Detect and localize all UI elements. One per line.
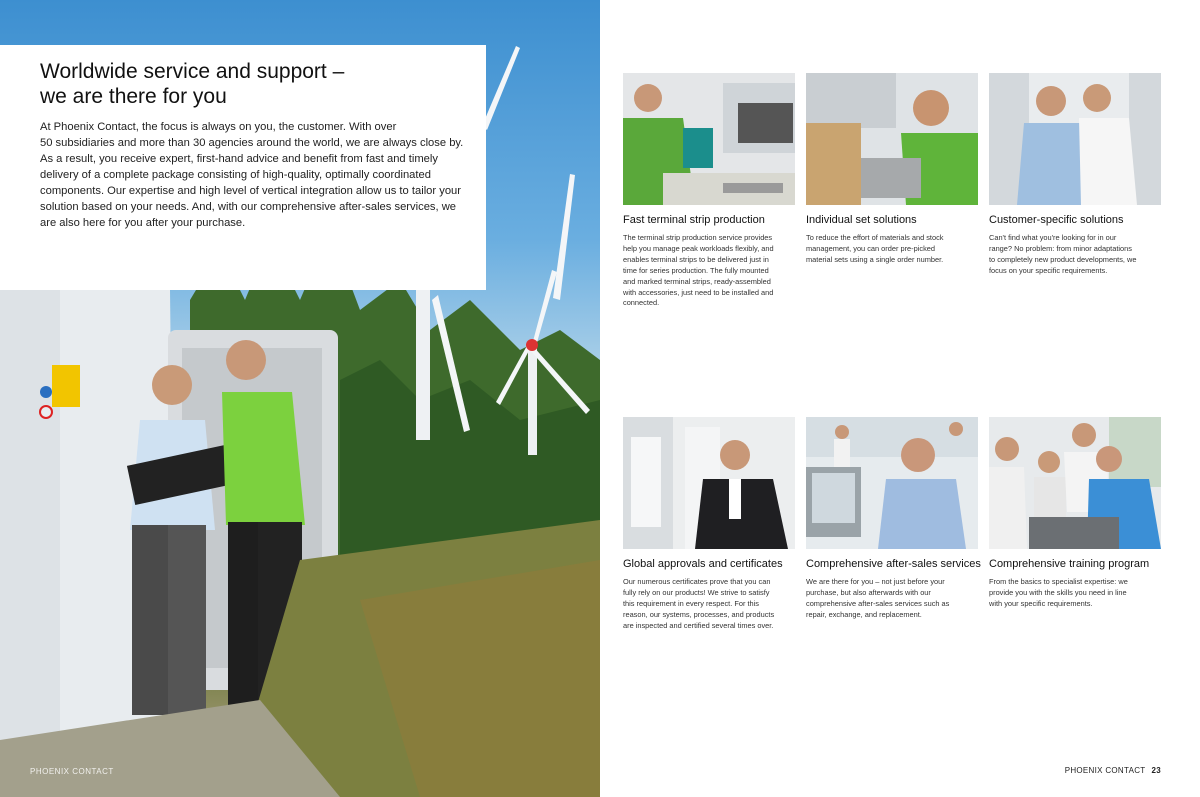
- intro-body-line: delivery of a complete package consisting of high-quality, optimally coordinated: [40, 169, 431, 181]
- photo-training-program: [989, 417, 1161, 549]
- card-after-sales: [806, 417, 981, 621]
- card-text-line: range? No problem: from minor adaptations: [989, 243, 1132, 253]
- card-global-approvals: [623, 417, 795, 632]
- card-text: [806, 233, 978, 266]
- card-text: [989, 233, 1161, 277]
- card-title: Customer-specific solutions: [989, 214, 1124, 226]
- card-text-line: From the basics to specialist expertise: we: [989, 577, 1128, 586]
- intro-body-line: At Phoenix Contact, the focus is always on you, the customer. With over: [40, 121, 397, 133]
- intro-body-line: are also here for you after your purchase.: [40, 217, 246, 229]
- footer-brand-left: PHOENIX CONTACT: [30, 767, 114, 776]
- photo-terminal-strip: [623, 73, 795, 205]
- card-text-line: to completely new product developments, we: [989, 254, 1137, 264]
- card-text: [623, 577, 795, 632]
- intro-title-line: Worldwide service and support –: [40, 60, 345, 83]
- card-text: [989, 577, 1161, 610]
- card-terminal-strip: [623, 73, 795, 309]
- footer-brand-right: PHOENIX CONTACT: [1064, 766, 1146, 775]
- card-text-line: provide you with the skills you need in line: [989, 587, 1127, 597]
- card-text-line: are inspected and certified several times over.: [623, 620, 774, 630]
- card-text-line: Our numerous certificates prove that you can: [623, 577, 771, 586]
- card-text-line: Can't find what you're looking for in our: [989, 233, 1117, 242]
- card-photo: [623, 417, 795, 549]
- card-text-line: time for series production. The fully mounted: [623, 265, 769, 275]
- intro-body: [40, 119, 466, 231]
- card-text-line: enables terminal strips to be delivered just in: [623, 254, 769, 264]
- intro-title: [40, 59, 466, 109]
- card-photo: [989, 73, 1161, 205]
- card-title: Comprehensive training program: [989, 558, 1150, 570]
- photo-global-approvals: [623, 417, 795, 549]
- intro-body-line: As a result, you receive expert, first-hand advice and benefit from fast and timely: [40, 153, 438, 165]
- card-text-line: comprehensive after-sales services such as: [806, 598, 950, 608]
- card-text-line: with accessories, just need to be installed and: [623, 287, 774, 297]
- card-title: Individual set solutions: [806, 214, 917, 226]
- card-text-line: connected.: [623, 298, 660, 308]
- intro-body-line: solution based on your needs. And, with our comprehensive after-sales services, we: [40, 201, 457, 213]
- card-text-line: and marked terminal strips, ready-assembled: [623, 276, 771, 286]
- photo-after-sales: [806, 417, 978, 549]
- card-text-line: The terminal strip production service provides: [623, 233, 773, 242]
- card-title: Global approvals and certificates: [623, 558, 783, 570]
- intro-box: [0, 45, 486, 290]
- card-text-line: We are there for you – not just before your: [806, 577, 945, 586]
- intro-body-line: 50 subsidiaries and more than 30 agencies around the world, we are always close by.: [40, 137, 464, 149]
- card-text-line: purchase, but also afterwards with our: [806, 587, 931, 597]
- photo-set-solutions: [806, 73, 978, 205]
- card-text-line: focus on your specific requirements.: [989, 265, 1108, 275]
- card-set-solutions: [806, 73, 978, 266]
- card-text-line: fully rely on our products! We strive to satisfy: [623, 587, 770, 597]
- card-title: Fast terminal strip production: [623, 214, 765, 226]
- card-photo: [806, 417, 978, 549]
- card-text: [806, 577, 978, 621]
- card-text-line: this requirement in every respect. For this: [623, 598, 759, 608]
- card-title: Comprehensive after-sales services: [806, 558, 981, 570]
- card-text-line: material sets using a single order number.: [806, 254, 944, 264]
- card-photo: [806, 73, 978, 205]
- card-text: [623, 233, 795, 309]
- card-text-line: help you manage peak workloads flexibly, and: [623, 243, 774, 253]
- card-text-line: reason, our systems, processes, and products: [623, 609, 775, 619]
- footer-right: [1065, 766, 1161, 775]
- card-photo: [623, 73, 795, 205]
- photo-customer-specific: [989, 73, 1161, 205]
- page-number: 23: [1151, 766, 1161, 775]
- card-text-line: management, you can order pre-picked: [806, 243, 935, 253]
- card-photo: [989, 417, 1161, 549]
- card-text-line: with your specific requirements.: [989, 598, 1093, 608]
- intro-body-line: components. Our expertise and high level of vertical integration allow us to tailor your: [40, 185, 461, 197]
- card-training-program: [989, 417, 1161, 610]
- card-text-line: repair, exchange, and replacement.: [806, 609, 922, 619]
- card-text-line: To reduce the effort of materials and stock: [806, 233, 944, 242]
- intro-title-line: we are there for you: [40, 85, 227, 108]
- card-customer-specific: [989, 73, 1161, 277]
